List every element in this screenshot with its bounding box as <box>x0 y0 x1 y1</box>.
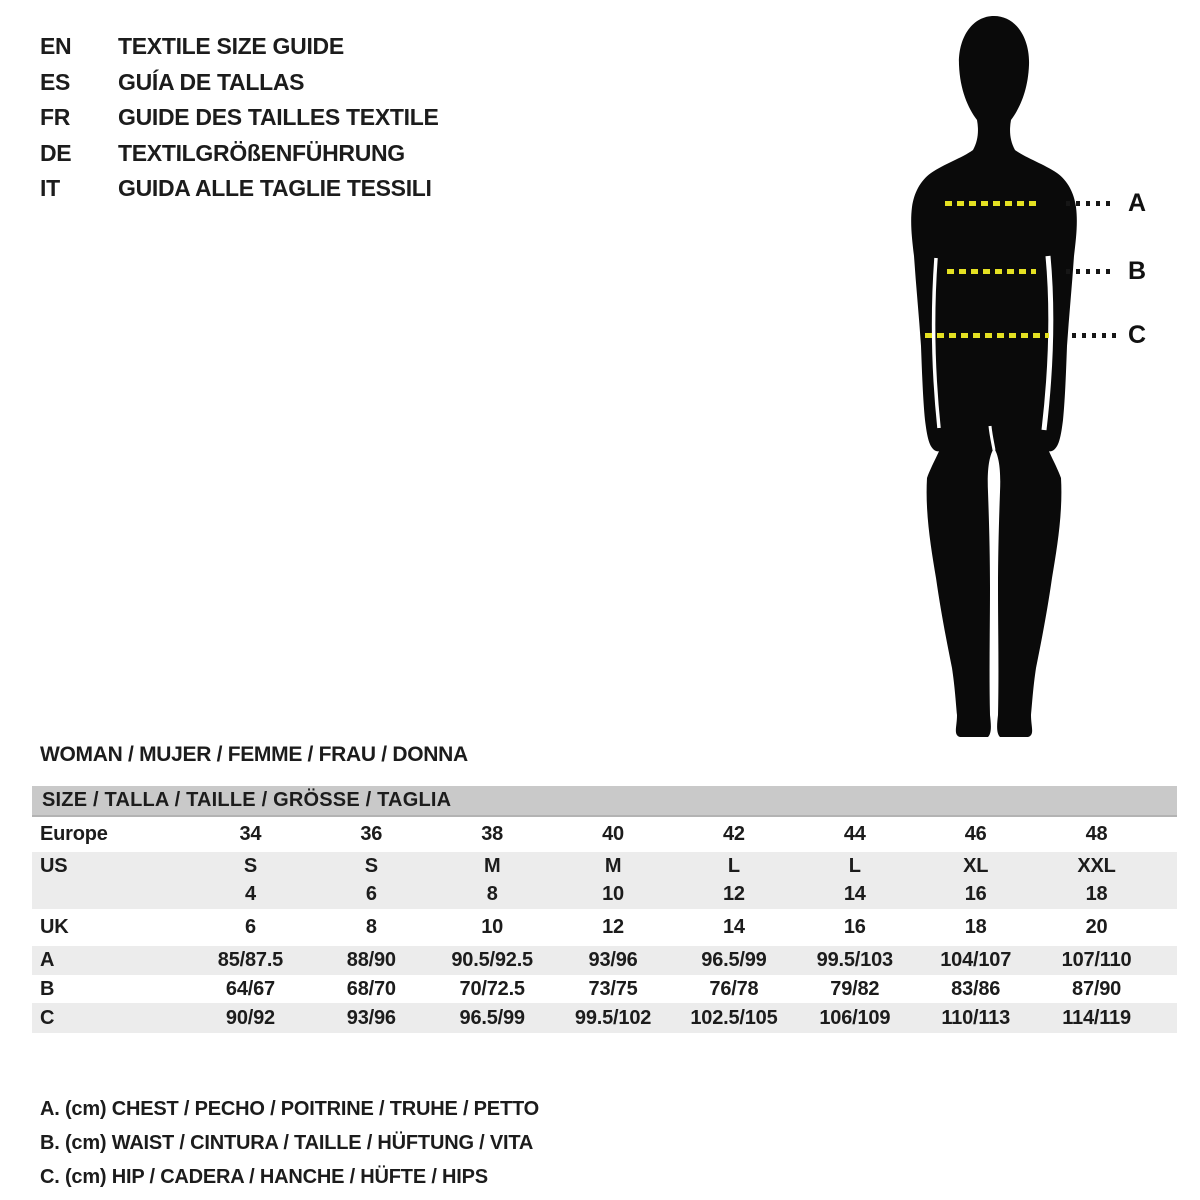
size-cell: 93/96 <box>588 949 638 971</box>
language-code: FR <box>40 104 71 131</box>
size-cell: 16 <box>843 916 866 938</box>
size-cell: XXL <box>1077 854 1116 877</box>
size-cell: 64/67 <box>225 977 275 1000</box>
waist-measure-line <box>947 269 1036 274</box>
language-code: ES <box>40 68 71 95</box>
language-title: GUIDE DES TAILLES TEXTILE <box>118 104 439 131</box>
size-cell: 18 <box>1085 883 1108 905</box>
language-code: EN <box>40 33 72 60</box>
size-cell: 114/119 <box>1062 1006 1131 1029</box>
size-cell: 102.5/105 <box>690 1006 778 1029</box>
table-row <box>32 909 1177 946</box>
hip-leader-line <box>1072 333 1116 338</box>
chest-measure-line <box>945 201 1041 206</box>
chest-leader-line <box>1066 201 1116 206</box>
row-label: A <box>40 949 55 971</box>
size-cell: 34 <box>239 823 262 845</box>
marker-label-b: B <box>1128 257 1147 285</box>
size-cell: L <box>727 854 740 877</box>
size-cell: 73/75 <box>588 977 638 1000</box>
size-cell: 10 <box>602 883 624 905</box>
size-cell: 68/70 <box>346 977 396 1000</box>
size-cell: S <box>243 854 257 877</box>
waist-leader-line <box>1066 269 1116 274</box>
table-row <box>32 817 1177 852</box>
size-cell: 14 <box>723 916 745 938</box>
size-cell: 4 <box>244 883 256 905</box>
size-cell: 16 <box>964 883 987 905</box>
size-cell: 18 <box>964 916 987 938</box>
size-cell: 110/113 <box>941 1006 1011 1029</box>
size-cell: 12 <box>602 916 624 938</box>
size-cell: 107/110 <box>1061 949 1132 971</box>
size-cell: 6 <box>244 916 256 938</box>
size-cell: 87/90 <box>1072 977 1122 1000</box>
size-cell: 8 <box>486 883 498 905</box>
size-table <box>32 786 1177 1033</box>
language-title: TEXTILGRÖßENFÜHRUNG <box>118 139 405 166</box>
row-label: UK <box>40 916 69 938</box>
size-cell: 44 <box>843 823 866 845</box>
size-cell: 106/109 <box>819 1006 891 1029</box>
size-cell: 85/87.5 <box>217 949 284 971</box>
legend-line: A. (cm) CHEST / PECHO / POITRINE / TRUHE / PETTO <box>40 1097 539 1120</box>
size-cell: 10 <box>481 916 504 938</box>
size-cell: M <box>483 854 501 877</box>
size-cell: 70/72.5 <box>459 977 525 1000</box>
section-title: WOMAN / MUJER / FEMME / FRAU / DONNA <box>40 743 468 766</box>
language-title: TEXTILE SIZE GUIDE <box>118 33 344 60</box>
size-cell: 38 <box>481 823 504 845</box>
size-cell: 96.5/99 <box>459 1006 525 1029</box>
woman-silhouette-image <box>864 8 1124 738</box>
size-cell: 104/107 <box>940 949 1012 971</box>
size-cell: 36 <box>360 823 383 845</box>
table-row <box>32 880 1177 909</box>
size-cell: 40 <box>602 823 624 845</box>
hip-measure-line <box>925 333 1049 338</box>
size-cell: 8 <box>365 916 377 938</box>
size-cell: 6 <box>365 883 377 905</box>
size-cell: 83/86 <box>951 977 1001 1000</box>
size-cell: 20 <box>1085 916 1108 938</box>
marker-label-c: C <box>1128 321 1147 349</box>
language-title: GUIDA ALLE TAGLIE TESSILI <box>118 175 432 202</box>
row-label: C <box>40 1006 55 1029</box>
size-cell: 42 <box>723 823 745 845</box>
table-row <box>32 1003 1177 1033</box>
row-label: Europe <box>40 823 108 845</box>
row-label: US <box>40 854 68 877</box>
size-cell: 12 <box>723 883 745 905</box>
size-cell: XL <box>963 854 989 877</box>
size-table-header: SIZE / TALLA / TAILLE / GRÖSSE / TAGLIA <box>32 786 1177 817</box>
size-cell: 90/92 <box>225 1006 275 1029</box>
size-cell: 76/78 <box>709 977 759 1000</box>
marker-label-a: A <box>1128 189 1147 217</box>
size-cell: 93/96 <box>346 1006 396 1029</box>
size-cell: 96.5/99 <box>701 949 767 971</box>
size-cell: 48 <box>1085 823 1108 845</box>
row-label: B <box>40 977 55 1000</box>
size-table-body <box>32 817 1177 1033</box>
size-cell: 99.5/103 <box>816 949 893 971</box>
size-cell: L <box>848 854 861 877</box>
size-cell: S <box>364 854 378 877</box>
size-cell: 79/82 <box>830 977 880 1000</box>
measurement-legend <box>40 1092 539 1194</box>
legend-line: C. (cm) HIP / CADERA / HANCHE / HÜFTE / HIPS <box>40 1165 488 1188</box>
table-row <box>32 975 1177 1003</box>
size-cell: M <box>604 854 622 877</box>
language-code: IT <box>40 175 60 202</box>
legend-line: B. (cm) WAIST / CINTURA / TAILLE / HÜFTUNG / VITA <box>40 1131 534 1154</box>
language-code: DE <box>40 139 72 166</box>
size-cell: 99.5/102 <box>574 1006 652 1029</box>
language-title: GUÍA DE TALLAS <box>118 68 305 95</box>
size-cell: 14 <box>843 883 866 905</box>
table-row <box>32 946 1177 975</box>
table-row <box>32 852 1177 880</box>
size-cell: 88/90 <box>346 949 396 971</box>
size-cell: 46 <box>964 823 987 845</box>
size-cell: 90.5/92.5 <box>451 949 533 971</box>
